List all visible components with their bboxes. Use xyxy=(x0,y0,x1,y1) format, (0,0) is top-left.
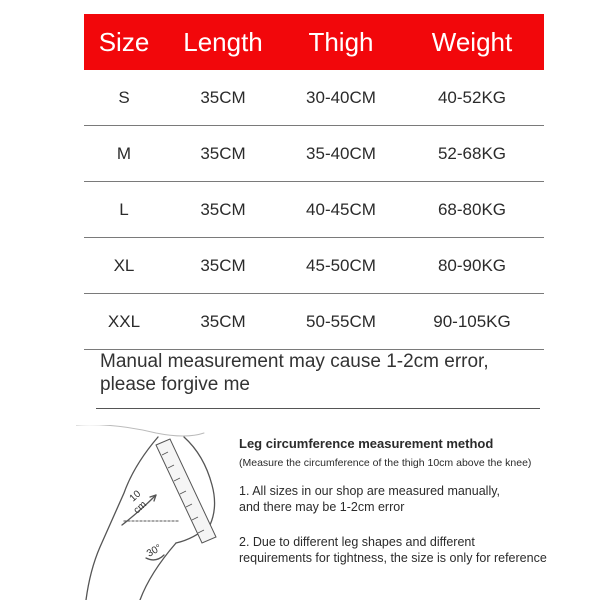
cell-length: 35CM xyxy=(200,311,246,331)
point-2-line-2: requirements for tightness, the size is only for reference xyxy=(239,551,547,565)
table-row xyxy=(84,182,544,238)
cell-thigh: 35-40CM xyxy=(306,143,376,163)
header-length: Length xyxy=(183,26,263,57)
cell-length: 35CM xyxy=(200,143,246,163)
cell-weight: 68-80KG xyxy=(437,199,507,219)
size-table-header xyxy=(84,14,544,70)
header-weight: Weight xyxy=(431,26,513,57)
note-line-1: Manual measurement may cause 1-2cm error, xyxy=(100,351,489,372)
cell-length: 35CM xyxy=(200,199,246,219)
cell-weight: 80-90KG xyxy=(437,255,507,275)
cell-weight: 52-68KG xyxy=(437,143,507,163)
cell-size: XXL xyxy=(107,311,141,331)
cell-size: L xyxy=(119,199,129,219)
note-divider xyxy=(96,408,540,409)
method-subtitle: (Measure the circumference of the thigh 10cm above the knee) xyxy=(239,457,532,469)
size-table xyxy=(84,14,544,350)
table-row xyxy=(84,70,544,126)
method-point-2 xyxy=(239,534,547,566)
cell-length: 35CM xyxy=(200,255,246,275)
cell-thigh: 45-50CM xyxy=(306,255,376,275)
point-2-line-1: 2. Due to different leg shapes and different xyxy=(239,535,475,549)
header-thigh: Thigh xyxy=(308,26,374,57)
cell-size: S xyxy=(118,87,130,107)
distance-label: 10 xyxy=(127,488,144,505)
cell-weight: 90-105KG xyxy=(433,311,511,331)
table-row xyxy=(84,126,544,182)
method-title: Leg circumference measurement method xyxy=(239,436,494,451)
note-line-2: please forgive me xyxy=(100,374,250,395)
cell-length: 35CM xyxy=(200,87,246,107)
header-size: Size xyxy=(98,26,150,57)
point-1-line-2: and there may be 1-2cm error xyxy=(239,500,405,514)
leg-back-line xyxy=(86,437,158,600)
diagram-top-edge xyxy=(76,425,204,436)
cell-thigh: 30-40CM xyxy=(306,87,376,107)
angle-label: 30° xyxy=(145,542,164,560)
method-point-1 xyxy=(239,483,500,515)
cell-size: XL xyxy=(113,255,135,275)
cell-size: M xyxy=(116,143,132,163)
measurement-note xyxy=(100,350,540,396)
tape-measure xyxy=(156,439,216,543)
table-row xyxy=(84,238,544,294)
table-row xyxy=(84,294,544,350)
cell-weight: 40-52KG xyxy=(437,87,507,107)
cell-thigh: 50-55CM xyxy=(306,311,376,331)
leg-measurement-diagram xyxy=(76,425,236,600)
cell-thigh: 40-45CM xyxy=(306,199,376,219)
distance-unit: cm xyxy=(131,499,149,517)
point-1-line-1: 1. All sizes in our shop are measured manually, xyxy=(239,484,501,498)
